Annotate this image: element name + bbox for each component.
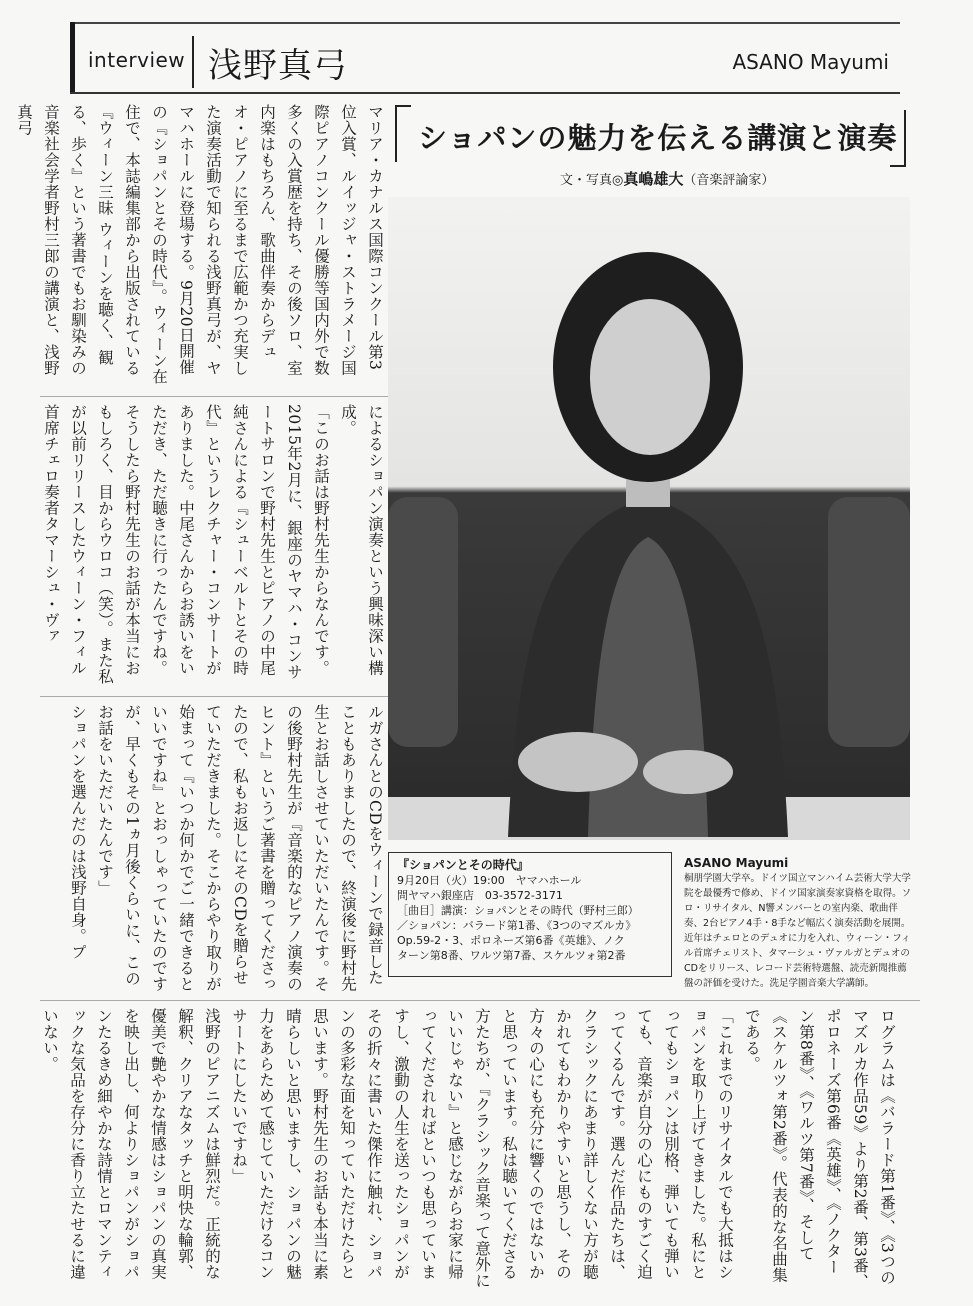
body-text-lower-left: ルガさんとのCDをウィーンで録音したこともありましたので、終演後に野村先生とお話しさせていただいたんです。その後野村先生が『音楽的なピアノ演奏のヒント』というご著書を贈ってくださったので、私もお返しにそのCDを贈らせていただきました。そこからやり取りが始まって『いつか何かでご一緒できるといいですね』とおっしゃっていたのですが、早くもその1ヵ月後くらいに、このお話をいただいたんです」 ショパンを選んだのは浅野自身。プ bbox=[69, 704, 384, 992]
column-divider bbox=[40, 396, 390, 397]
header-separator bbox=[192, 36, 194, 88]
body-text-upper-mid: によるショパン演奏という興味深い構成。 「このお話は野村先生からなんです。2015年2月に、銀座のヤマハ・コンサートサロンで野村先生とピアノの中尾純さんによる『シューベルトとその時代』というレクチャー・コンサートがありました。中尾さんからお誘いをいただき、ただ聴きに行ったんですね。そうしたら野村先生のお話が本当におもしろく、目からウロコ（笑）。また私が以前リリースしたウィーン・フィル首席チェロ奏者タマーシュ・ヴァ bbox=[42, 404, 384, 685]
column-divider bbox=[40, 696, 390, 697]
artist-name-jp: 浅野真弓 bbox=[208, 46, 348, 86]
bio-name: ASANO Mayumi bbox=[684, 856, 789, 870]
headline: ショパンの魅力を伝える講演と演奏 bbox=[418, 121, 898, 155]
concert-program-line: ／ショパン：バラード第1番、《3つのマズルカ》 bbox=[397, 919, 637, 932]
concert-program-line: Op.59-2・3、ポロネーズ第6番《英雄》、ノク bbox=[397, 934, 625, 947]
byline-role: （音楽評論家） bbox=[683, 173, 775, 188]
body-text-lower-right: ログラムは《バラード第1番》、《3つのマズルカ作品59》より第2番、第3番、ポロネーズ第6番《英雄》、《ノクターン第8番》、《ワルツ第7番》、そして《スケルツォ第2番》。代表的な名曲集である。 「これまでのリサイタルでも大抵はショパンを取り上げてきました。私にとってもショパンは別格、弾いても弾いても、音楽が自分の心にものすごく迫ってくるんです。選んだ作品たちは、クラシックにあまり詳しくない方が聴かれてもわかりやすいと思うし、その方々の心にも充分に響くのではないかと思っています。私は聴いてくださる方たちが、『クラシック音楽って意外にいいじゃない』と感じながらお家に帰ってくだされればといつも思っていますし、激動の人生を送ったショパンがその折々に書いた傑作に触れ、ショパンの多彩な面を知っていただけたらと思います。野村先生のお話も本当に素晴らしいと思いますし、ショパンの魅力をあらためて感じていただけるコンサートにしたいですね」 浅野のピアニズムは鮮烈だ。正統的な解釈、クリアなタッチと明快な輪郭、優美で艶やかな情感はショパンの真実を映し出し、何よりショパンがショパンたるきめ細やかな詩情とロマンティックな気品を存分に香り立たせるに違いない。 bbox=[41, 1008, 896, 1290]
header-top-rule bbox=[70, 22, 900, 24]
bio-text: 桐朋学園大学卒。ドイツ国立マンハイム芸術大学大学院を最優秀で修め、ドイツ国家演奏家資格を取得。ソロ・リサイタル、N響メンバーとの室内楽、歌曲伴奏、2台ピアノ4手・8手など幅広く演奏活動を展開。近年はチェロとのデュオに力を入れ、ウィーン・フィル首席チェリスト、タマーシュ・ヴァルガとデュオのCDをリリース、レコード芸術特選盤、読売新聞推薦盤の評価を受けた。洗足学園音楽大学講師。 bbox=[684, 873, 912, 989]
headline-bracket-left bbox=[395, 105, 411, 162]
artist-bio bbox=[684, 856, 916, 991]
byline bbox=[560, 168, 774, 189]
body-text-upper-left: マリア・カナルス国際コンクール第3位入賞、ルイッジャ・ストラメージ国際ピアノコンクール優勝等国内外で数多くの入賞歴を持ち、その後ソロ、室内楽はもちろん、歌曲伴奏からデュオ・ピアノに至るまで広範かつ充実した演奏活動で知られる浅野真弓が、ヤマハホールに登場する。9月20日開催の『ショパンとその時代』。ウィーン在住で、本誌編集部から出版されている『ウィーン三昧 ウィーンを聴く、観る、歩く』という著書でもお馴染みの音楽社会学者野村三郎の講演と、浅野真弓 bbox=[15, 104, 384, 385]
portrait-illustration bbox=[388, 197, 910, 840]
concert-info-box bbox=[388, 852, 672, 977]
section-label: interview bbox=[88, 48, 186, 72]
concert-program-line: ターン第8番、ワルツ第7番、スケルツォ第2番 bbox=[397, 949, 626, 962]
byline-author: 真嶋雄大 bbox=[623, 170, 684, 188]
concert-contact: 問ヤマハ銀座店 03-3572-3171 bbox=[397, 889, 563, 902]
concert-title: 『ショパンとその時代』 bbox=[397, 858, 529, 872]
headline-bracket-right bbox=[890, 110, 906, 167]
header-bottom-rule bbox=[70, 92, 900, 94]
header-left-bar bbox=[70, 22, 75, 92]
portrait-photo bbox=[388, 197, 910, 840]
byline-prefix: 文・写真◎ bbox=[560, 173, 624, 188]
artist-name-roman: ASANO Mayumi bbox=[732, 50, 889, 74]
concert-date: 9月20日（火）19:00 ヤマハホール bbox=[397, 874, 582, 887]
column-divider bbox=[40, 1000, 920, 1001]
concert-program-line: ［曲目］講演：ショパンとその時代（野村三郎） bbox=[397, 904, 639, 917]
